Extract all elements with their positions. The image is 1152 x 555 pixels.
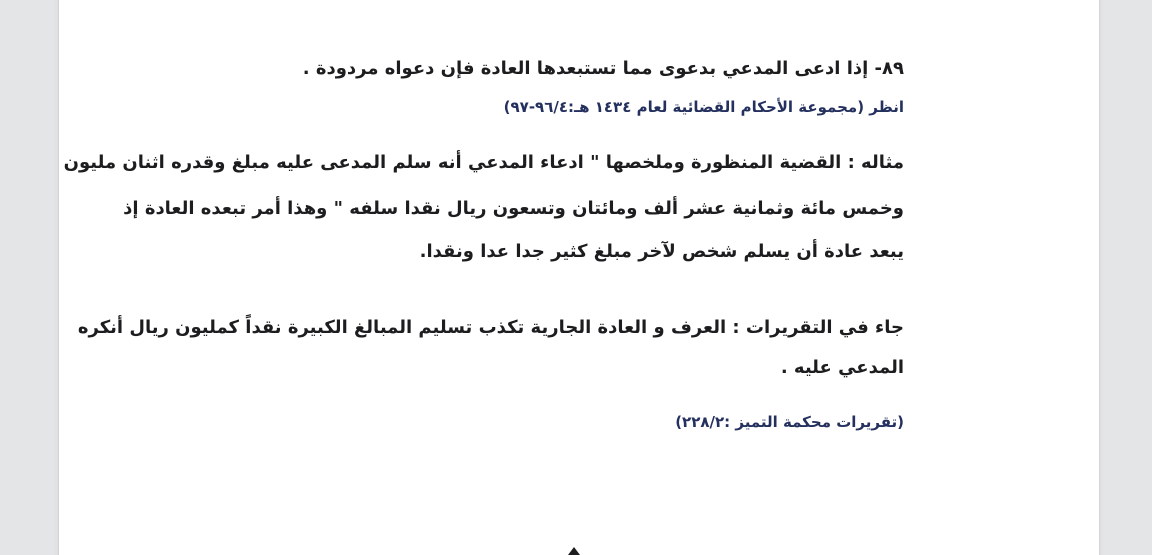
rule-reference: انظر (مجموعة الأحكام القضائية لعام ١٤٣٤ هـ:٩٦/٤-٩٧) <box>503 98 904 116</box>
document-content <box>63 0 904 555</box>
example-line-3: يبعد عادة أن يسلم شخص لآخر مبلغ كثير جدا عدا ونقدا. <box>419 241 904 262</box>
example-line-2: وخمس مائة وثمانية عشر ألف ومائتان وتسعون ريال نقدا سلفه " وهذا أمر تبعده العادة إذ <box>123 198 904 219</box>
taqrirat-line-2: المدعي عليه . <box>780 357 904 378</box>
page-marker-icon <box>568 547 580 555</box>
example-line-1: مثاله : القضية المنظورة وملخصها " ادعاء المدعي أنه سلم المدعى عليه مبلغ وقدره اثنان مليون <box>63 152 904 173</box>
taqrirat-line-1: جاء في التقريرات : العرف و العادة الجارية تكذب تسليم المبالغ الكبيرة نقداً كمليون ريال أنكره <box>77 317 904 338</box>
document-page <box>59 0 1099 555</box>
rule-line: ٨٩- إذا ادعى المدعي بدعوى مما تستبعدها العادة فإن دعواه مردودة . <box>302 58 904 79</box>
taqrirat-reference: (تقريرات محكمة التميز :٢٢٨/٢) <box>675 413 904 431</box>
